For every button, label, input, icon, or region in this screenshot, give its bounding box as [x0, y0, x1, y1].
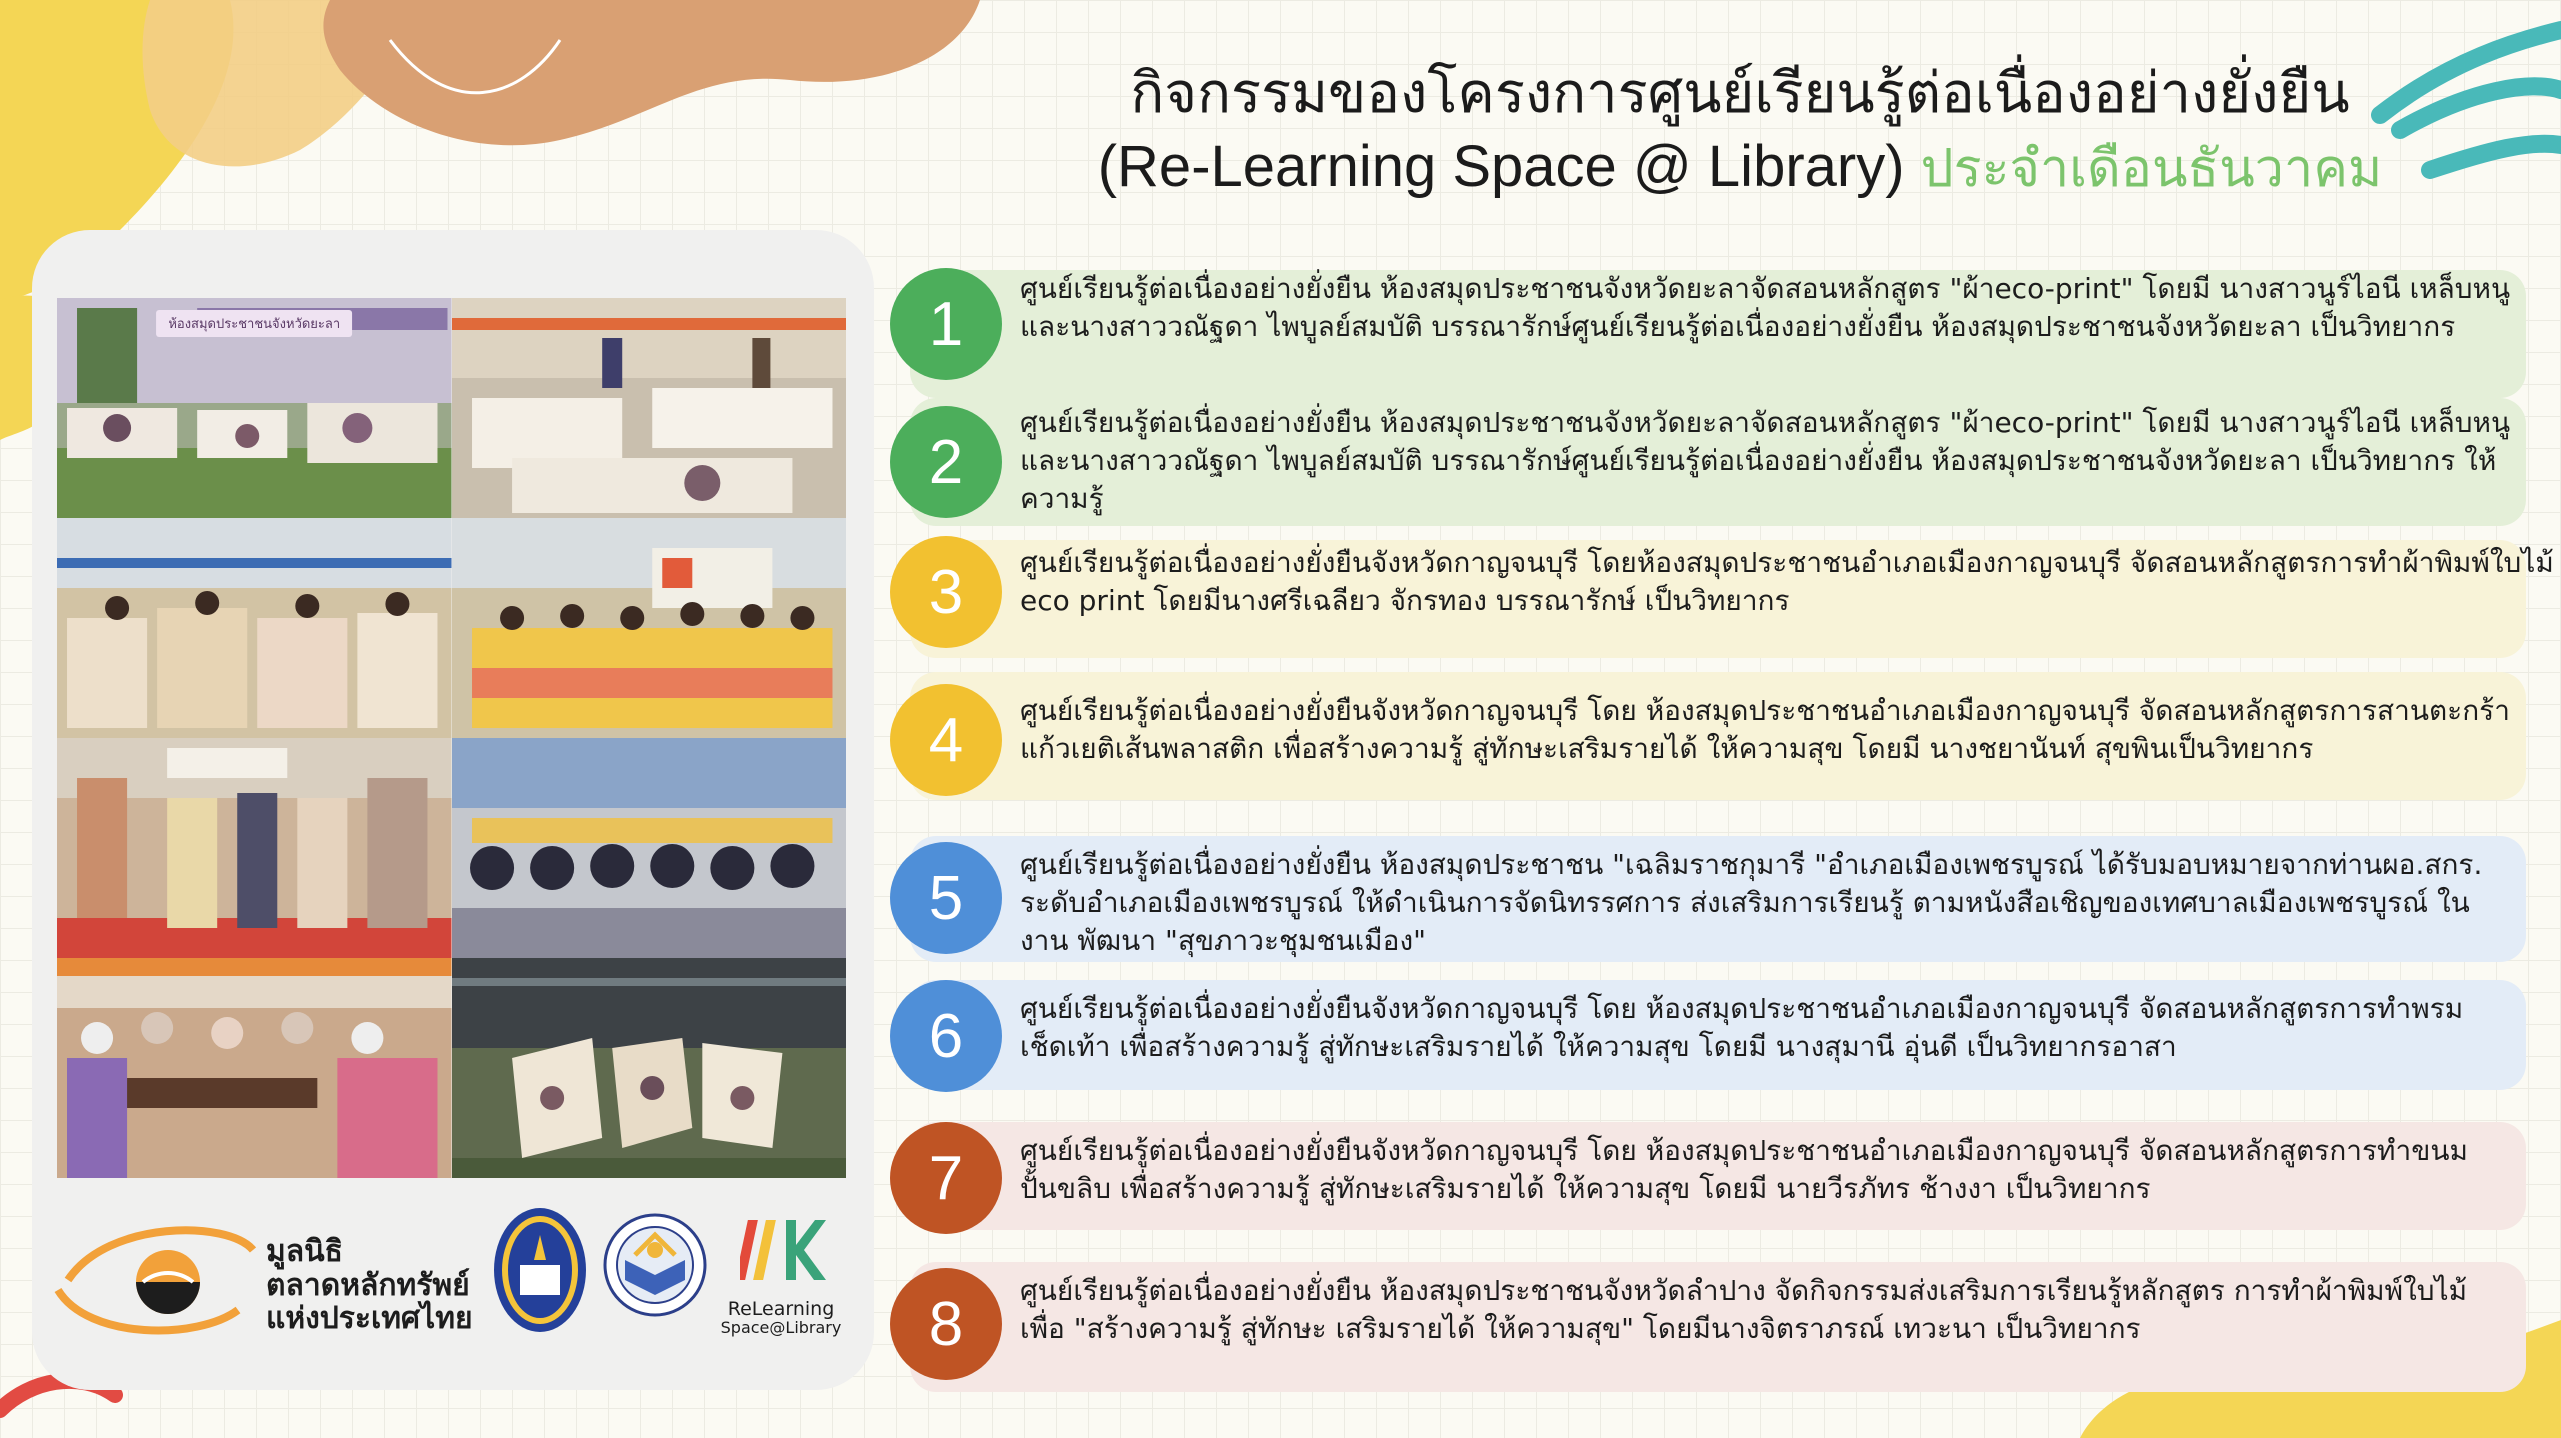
page-title — [960, 58, 2520, 204]
photo-baskets-group — [452, 738, 847, 958]
activity-description-line: ศูนย์เรียนรู้ต่อเนื่องอย่างยั่งยืนจังหวัดกาญจนบุรี โดยห้องสมุดประชาชนอำเภอเมืองกาญจนบุรี จัดสอนหลักสูตรการทำผ้าพิมพ์ใบไม้ — [1020, 546, 2554, 579]
activity-description-line: ศูนย์เรียนรู้ต่อเนื่องอย่างยั่งยืน ห้องสมุดประชาชนจังหวัดยะลาจัดสอนหลักสูตร "ผ้าeco-print" โดยมี นางสาวนูร์ไอนี เหล็บหนู — [1020, 406, 2511, 439]
activity-description — [1020, 692, 2510, 768]
activity-description-line: ปั้นขลิบ เพื่อสร้างความรู้ สู่ทักษะเสริมรายได้ ให้ความสุข โดยมี นายวีรภัทร ช้างงา เป็นวิทยากร — [1020, 1172, 2151, 1205]
activity-description-line: เพื่อ "สร้างความรู้ สู่ทักษะ เสริมรายได้ ให้ความสุข" โดยมีนางจิตราภรณ์ เทวะนา เป็นวิทยากร — [1020, 1312, 2141, 1345]
activity-number-badge: 8 — [890, 1268, 1002, 1380]
activity-item-8 — [890, 1262, 2526, 1392]
activity-description-line: งาน พัฒนา "สุขภาวะชุมชนเมือง" — [1020, 924, 1426, 957]
activity-description-line: ศูนย์เรียนรู้ต่อเนื่องอย่างยั่งยืนจังหวัดกาญจนบุรี โดย ห้องสมุดประชาชนอำเภอเมืองกาญจนบุรี จัดสอนหลักสูตรการทำขนม — [1020, 1134, 2468, 1167]
activity-description-line: เช็ดเท้า เพื่อสร้างความรู้ สู่ทักษะเสริมรายได้ ให้ความสุข โดยมี นางสุมานี อุ่นดี เป็นวิทยากรอาสา — [1020, 1030, 2177, 1063]
activity-description-line: ศูนย์เรียนรู้ต่อเนื่องอย่างยั่งยืนจังหวัดกาญจนบุรี โดย ห้องสมุดประชาชนอำเภอเมืองกาญจนบุรี จัดสอนหลักสูตรการสานตะกร้า — [1020, 694, 2510, 727]
photo-garlands-group — [57, 958, 452, 1178]
photo-sign-text: ห้องสมุดประชาชนจังหวัดยะลา — [156, 310, 352, 337]
title-month: ประจำเดือนธันวาคม — [1920, 138, 2383, 199]
activity-item-4 — [890, 672, 2526, 800]
activity-description-line: และนางสาววณัฐดา ไพบูลย์สมบัติ บรรณารักษ์ศูนย์เรียนรู้ต่อเนื่องอย่างยั่งยืน ห้องสมุดประชาชนจังหวัดยะลา เป็นวิทยากร ให้ — [1020, 444, 2497, 477]
activity-description-line: ศูนย์เรียนรู้ต่อเนื่องอย่างยั่งยืน ห้องสมุดประชาชนจังหวัดลำปาง จัดกิจกรรมส่งเสริมการเรียนรู้หลักสูตร การทำผ้าพิมพ์ใบไม้ — [1020, 1274, 2468, 1307]
set-foundation-name: มูลนิธิ ตลาดหลักทรัพย์ แห่งประเทศไทย — [266, 1234, 473, 1337]
education-office-seal-icon — [490, 1205, 590, 1335]
activity-number-badge: 7 — [890, 1122, 1002, 1234]
activity-description — [1020, 990, 2506, 1066]
activity-item-3 — [890, 530, 2554, 658]
activity-item-2 — [890, 398, 2526, 526]
photo-tables-cloth — [452, 298, 847, 518]
photo-outdoor-group — [57, 298, 452, 518]
partner-logos — [48, 1195, 858, 1355]
activity-description-line: แก้วเยติเส้นพลาสติก เพื่อสร้างความรู้ สู่ทักษะเสริมรายได้ ให้ความสุข โดยมี นางชยานันท์ สุขพินเป็นวิทยากร — [1020, 732, 2314, 765]
photo-grid — [57, 298, 846, 1178]
activity-number-badge: 3 — [890, 536, 1002, 648]
activity-number-badge: 5 — [890, 842, 1002, 954]
set-foundation-logo-icon — [48, 1210, 258, 1340]
activity-number-badge: 4 — [890, 684, 1002, 796]
activity-item-5 — [890, 830, 2526, 962]
activity-item-6 — [890, 980, 2526, 1090]
activity-description-line: และนางสาววณัฐดา ไพบูลย์สมบัติ บรรณารักษ์ศูนย์เรียนรู้ต่อเนื่องอย่างยั่งยืน ห้องสมุดประชาชนจังหวัดยะลา เป็นวิทยากร — [1020, 310, 2456, 343]
activity-description — [1020, 1132, 2506, 1208]
activity-description — [1020, 846, 2506, 960]
title-project-name: (Re-Learning Space @ Library) — [1097, 133, 1905, 199]
activity-item-7 — [890, 1122, 2526, 1230]
relearning-space-logo-icon — [740, 1210, 830, 1290]
photo-exhibition — [57, 738, 452, 958]
activity-description-line: eco print โดยมีนางศรีเฉลียว จักรทอง บรรณารักษ์ เป็นวิทยากร — [1020, 584, 1790, 617]
activity-description-line: ศูนย์เรียนรู้ต่อเนื่องอย่างยั่งยืน ห้องสมุดประชาชน "เฉลิมราชกุมารี "อำเภอเมืองเพชรบูรณ์ ได้รับมอบหมายจากท่านผอ.สกร. — [1020, 848, 2483, 881]
photo-library-group-2 — [452, 518, 847, 738]
photo-library-group-1 — [57, 518, 452, 738]
activity-description-line: ระดับอำเภอเมืองเพชรบูรณ์ ให้ดำเนินการจัดนิทรรศการ ส่งเสริมการเรียนรู้ ตามหนังสือเชิญของเทศบาลเมืองเพชรบูรณ์ ใน — [1020, 886, 2470, 919]
activity-item-1 — [890, 262, 2526, 398]
activity-description-line: ความรู้ — [1020, 482, 1104, 515]
activity-description — [1020, 544, 2554, 620]
activity-number-badge: 2 — [890, 406, 1002, 518]
relearning-space-name: ReLearning Space@Library — [720, 1298, 842, 1337]
activity-description — [1020, 1272, 2506, 1348]
photo-hanging-cloth — [452, 958, 847, 1178]
activity-description-line: ศูนย์เรียนรู้ต่อเนื่องอย่างยั่งยืน ห้องสมุดประชาชนจังหวัดยะลาจัดสอนหลักสูตร "ผ้าeco-print" โดยมี นางสาวนูร์ไอนี เหล็บหนู — [1020, 272, 2511, 305]
activity-description-line: ศูนย์เรียนรู้ต่อเนื่องอย่างยั่งยืนจังหวัดกาญจนบุรี โดย ห้องสมุดประชาชนอำเภอเมืองกาญจนบุรี จัดสอนหลักสูตรการทำพรม — [1020, 992, 2464, 1025]
activity-description — [1020, 270, 2511, 346]
activity-number-badge: 1 — [890, 268, 1002, 380]
activity-number-badge: 6 — [890, 980, 1002, 1092]
tawee-panya-foundation-seal-icon — [600, 1200, 710, 1340]
title-line-2 — [960, 130, 2520, 204]
title-line-1: กิจกรรมของโครงการศูนย์เรียนรู้ต่อเนื่องอย่างยั่งยืน — [1130, 61, 2350, 126]
activity-description — [1020, 404, 2511, 518]
